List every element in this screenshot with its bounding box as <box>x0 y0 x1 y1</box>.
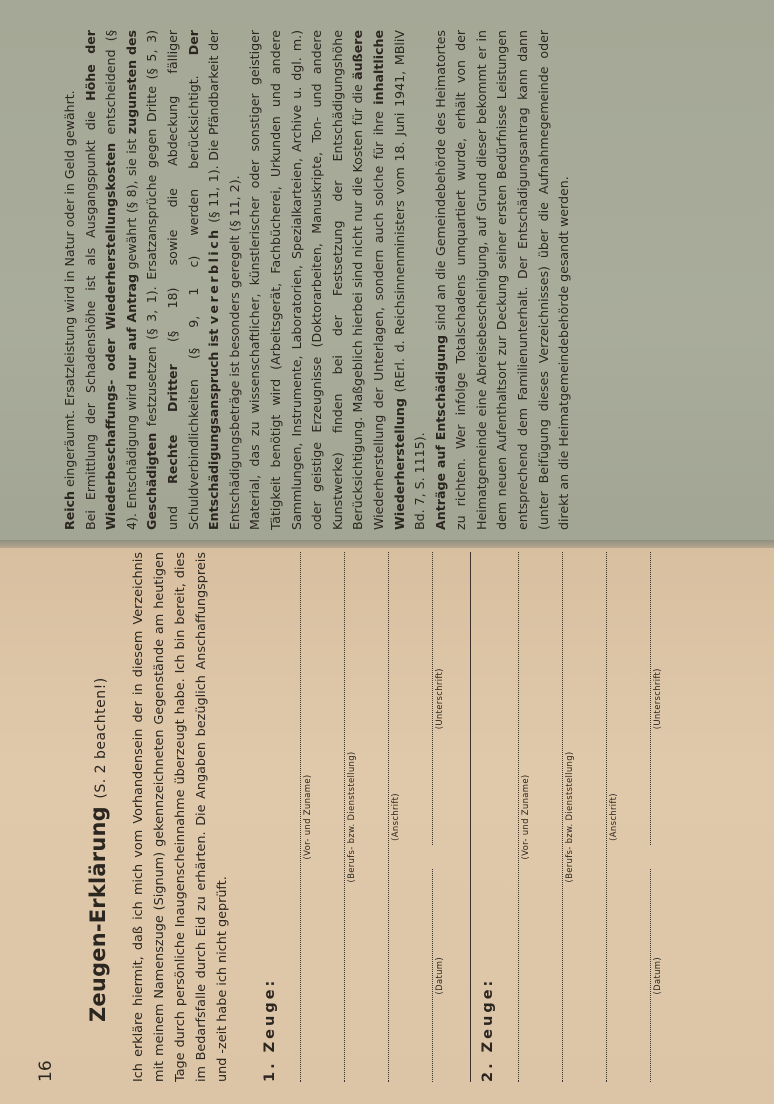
witness-2-signature-caption: (Unterschrift) <box>653 668 663 730</box>
witness-1-heading: 1. Zeuge: <box>262 977 278 1082</box>
witness-2-profession-line[interactable] <box>550 552 563 1082</box>
paragraph-1-bold: Reich <box>62 491 77 530</box>
witness-1-address-caption: (Anschrift) <box>391 793 401 841</box>
page-title <box>86 677 110 1022</box>
paragraph-3 <box>245 30 430 530</box>
witness-1-profession-caption: (Berufs- bzw. Dienststellung) <box>347 751 357 883</box>
paragraph-3-bold-b: äußere <box>350 30 366 80</box>
paragraph-2-spaced-k: vererblich <box>206 227 222 325</box>
paragraph-2-text-i: (§ 18) sowie die Abdeckung fälliger Schuldverbindlichkeiten (§ 9, 1 c) werden berücksichtigt. <box>164 29 201 530</box>
paragraph-2-bold-h: Rechte Dritter <box>164 364 180 484</box>
witness-1-date-caption: (Datum) <box>435 957 445 995</box>
paragraph-2-text-a: Bei Ermittlung der Schadenshöhe ist als Ausgangspunkt die <box>82 100 98 530</box>
witness-2-address-caption: (Anschrift) <box>609 793 619 841</box>
paragraph-2-text-g: festzusetzen (§ 3, 1). Ersatzansprüche gegen Dritte (§ 5, 3) und <box>144 30 180 530</box>
paragraph-2-text-l: (§ 11, 1). Die Pfändbarkeit der Entschädigungsbeträge ist besonders geregelt (§ 11, 2). <box>206 30 242 530</box>
witness-2-address-line[interactable] <box>594 552 607 1082</box>
right-page-text <box>60 30 575 530</box>
witness-1-signature-line[interactable] <box>420 552 433 845</box>
declaration-text: Ich erkläre hiermit, daß ich mich vom Vorhandensein der in diesem Verzeichnis mit meinem Namenszuge (Signum) gekennzeichneten Gegenstände am heutigen Tage durch persönliche Inaugenscheinnahme überzeugt habe. Ich bin bereit, dies im Bedarfsfalle durch Eid zu erhärten. Die Angaben bezüglich Anschaffungspreis und -zeit habe ich nicht geprüft. <box>131 552 230 1082</box>
witness-2-profession-caption: (Berufs- bzw. Dienststellung) <box>565 751 575 883</box>
witness-2-name-line[interactable] <box>506 552 519 1082</box>
witness-2-name-caption: (Vor- und Zuname) <box>521 774 531 860</box>
witness-1-date-line[interactable] <box>420 869 433 1082</box>
paragraph-2-text-e: gewährt (§ 8), sie ist <box>123 134 139 274</box>
left-page-content <box>36 552 736 1082</box>
section-divider <box>458 552 471 1082</box>
witness-1-name-line[interactable] <box>288 552 301 1082</box>
paragraph-4 <box>431 30 575 530</box>
witness-2-signature-line[interactable] <box>638 552 651 845</box>
paragraph-3-bold-d: inhaltliche Wiederherstellung <box>370 30 407 530</box>
paragraph-1 <box>60 30 81 530</box>
paragraph-4-text-b: sind an die Gemeindebehörde des Heimatortes zu richten. Wer infolge Totalschadens umquartiert wurde, erhält von der Heimatgemeinde eine Abreisebescheinigung, auf Grund dieser bekommt er in dem neuen Aufenthaltsort zur Deckung seiner ersten Bedürfnisse Leistungen entsprechend dem Familienunterhalt. Der Entschädigungsantrag kann dann (unter Beifügung dieses Verzeichnisses) über die Aufnahmegemeinde oder direkt an die Heimatgemeindebehörde gesandt werden. <box>432 30 572 530</box>
witness-2-date-caption: (Datum) <box>653 957 663 995</box>
paragraph-2-bold-d: nur auf Antrag <box>123 274 139 380</box>
witness-1-profession-line[interactable] <box>332 552 345 1082</box>
paragraph-3-text-c: Wiederherstellung der Unterlagen, sondern auch solche für ihre <box>370 104 386 530</box>
page-number: 16 <box>36 1060 56 1082</box>
paragraph-3-text-e: (RErl. d. Reichsinnenministers vom 18. Juni 1941, MBliV Bd. 7, S. 1115). <box>391 30 428 530</box>
paragraph-3-text-a: Material, das zu wissenschaftlicher, künstlerischer oder sonstiger geistiger Tätigkeit benötigt wird (Arbeitsgerät, Fachbücherei, Urkunden und andere Sammlungen, Instrumente, Laboratorien, Spezialkarteien, Archive u. dgl. m.) oder geistige Erzeugnisse (Doktorarbeiten, Manuskripte, Ton- und andere Kunstwerke) finden bei der Festsetzung der Entschädigungshöhe Berücksichtigung. Maßgeblich hierbei sind nicht nur die Kosten für die <box>247 30 366 530</box>
title-note: (S. 2 beachten!) <box>93 677 109 799</box>
paragraph-1-text: eingeräumt. Ersatzleistung wird in Natur oder in Geld gewährt. <box>62 90 77 491</box>
witness-1-signature-caption: (Unterschrift) <box>435 668 445 730</box>
title-text: Zeugen-Erklärung <box>86 806 110 1022</box>
witness-1-address-line[interactable] <box>376 552 389 1082</box>
witness-2-heading: 2. Zeuge: <box>480 977 496 1082</box>
witness-2-section <box>480 552 672 1082</box>
paragraph-4-bold-a: Anträge auf Entschädigung <box>432 334 448 530</box>
paragraph-2-bold-f: zugunsten des Geschädigten <box>123 29 160 530</box>
paragraph-2-bold-b: Höhe der Wiederbeschaffungs- oder Wiederherstellungskosten <box>82 30 119 530</box>
paragraph-2-text-c: entscheidend (§ 4). Entschädigung wird <box>103 30 139 530</box>
witness-1-name-caption: (Vor- und Zuname) <box>303 774 313 860</box>
paragraph-2 <box>81 30 246 530</box>
paragraph-2-bold-j: Der Entschädigungsanspruch ist <box>185 30 222 530</box>
witness-1-section <box>262 552 471 1082</box>
right-page-content <box>60 30 740 530</box>
witness-2-date-line[interactable] <box>638 869 651 1082</box>
